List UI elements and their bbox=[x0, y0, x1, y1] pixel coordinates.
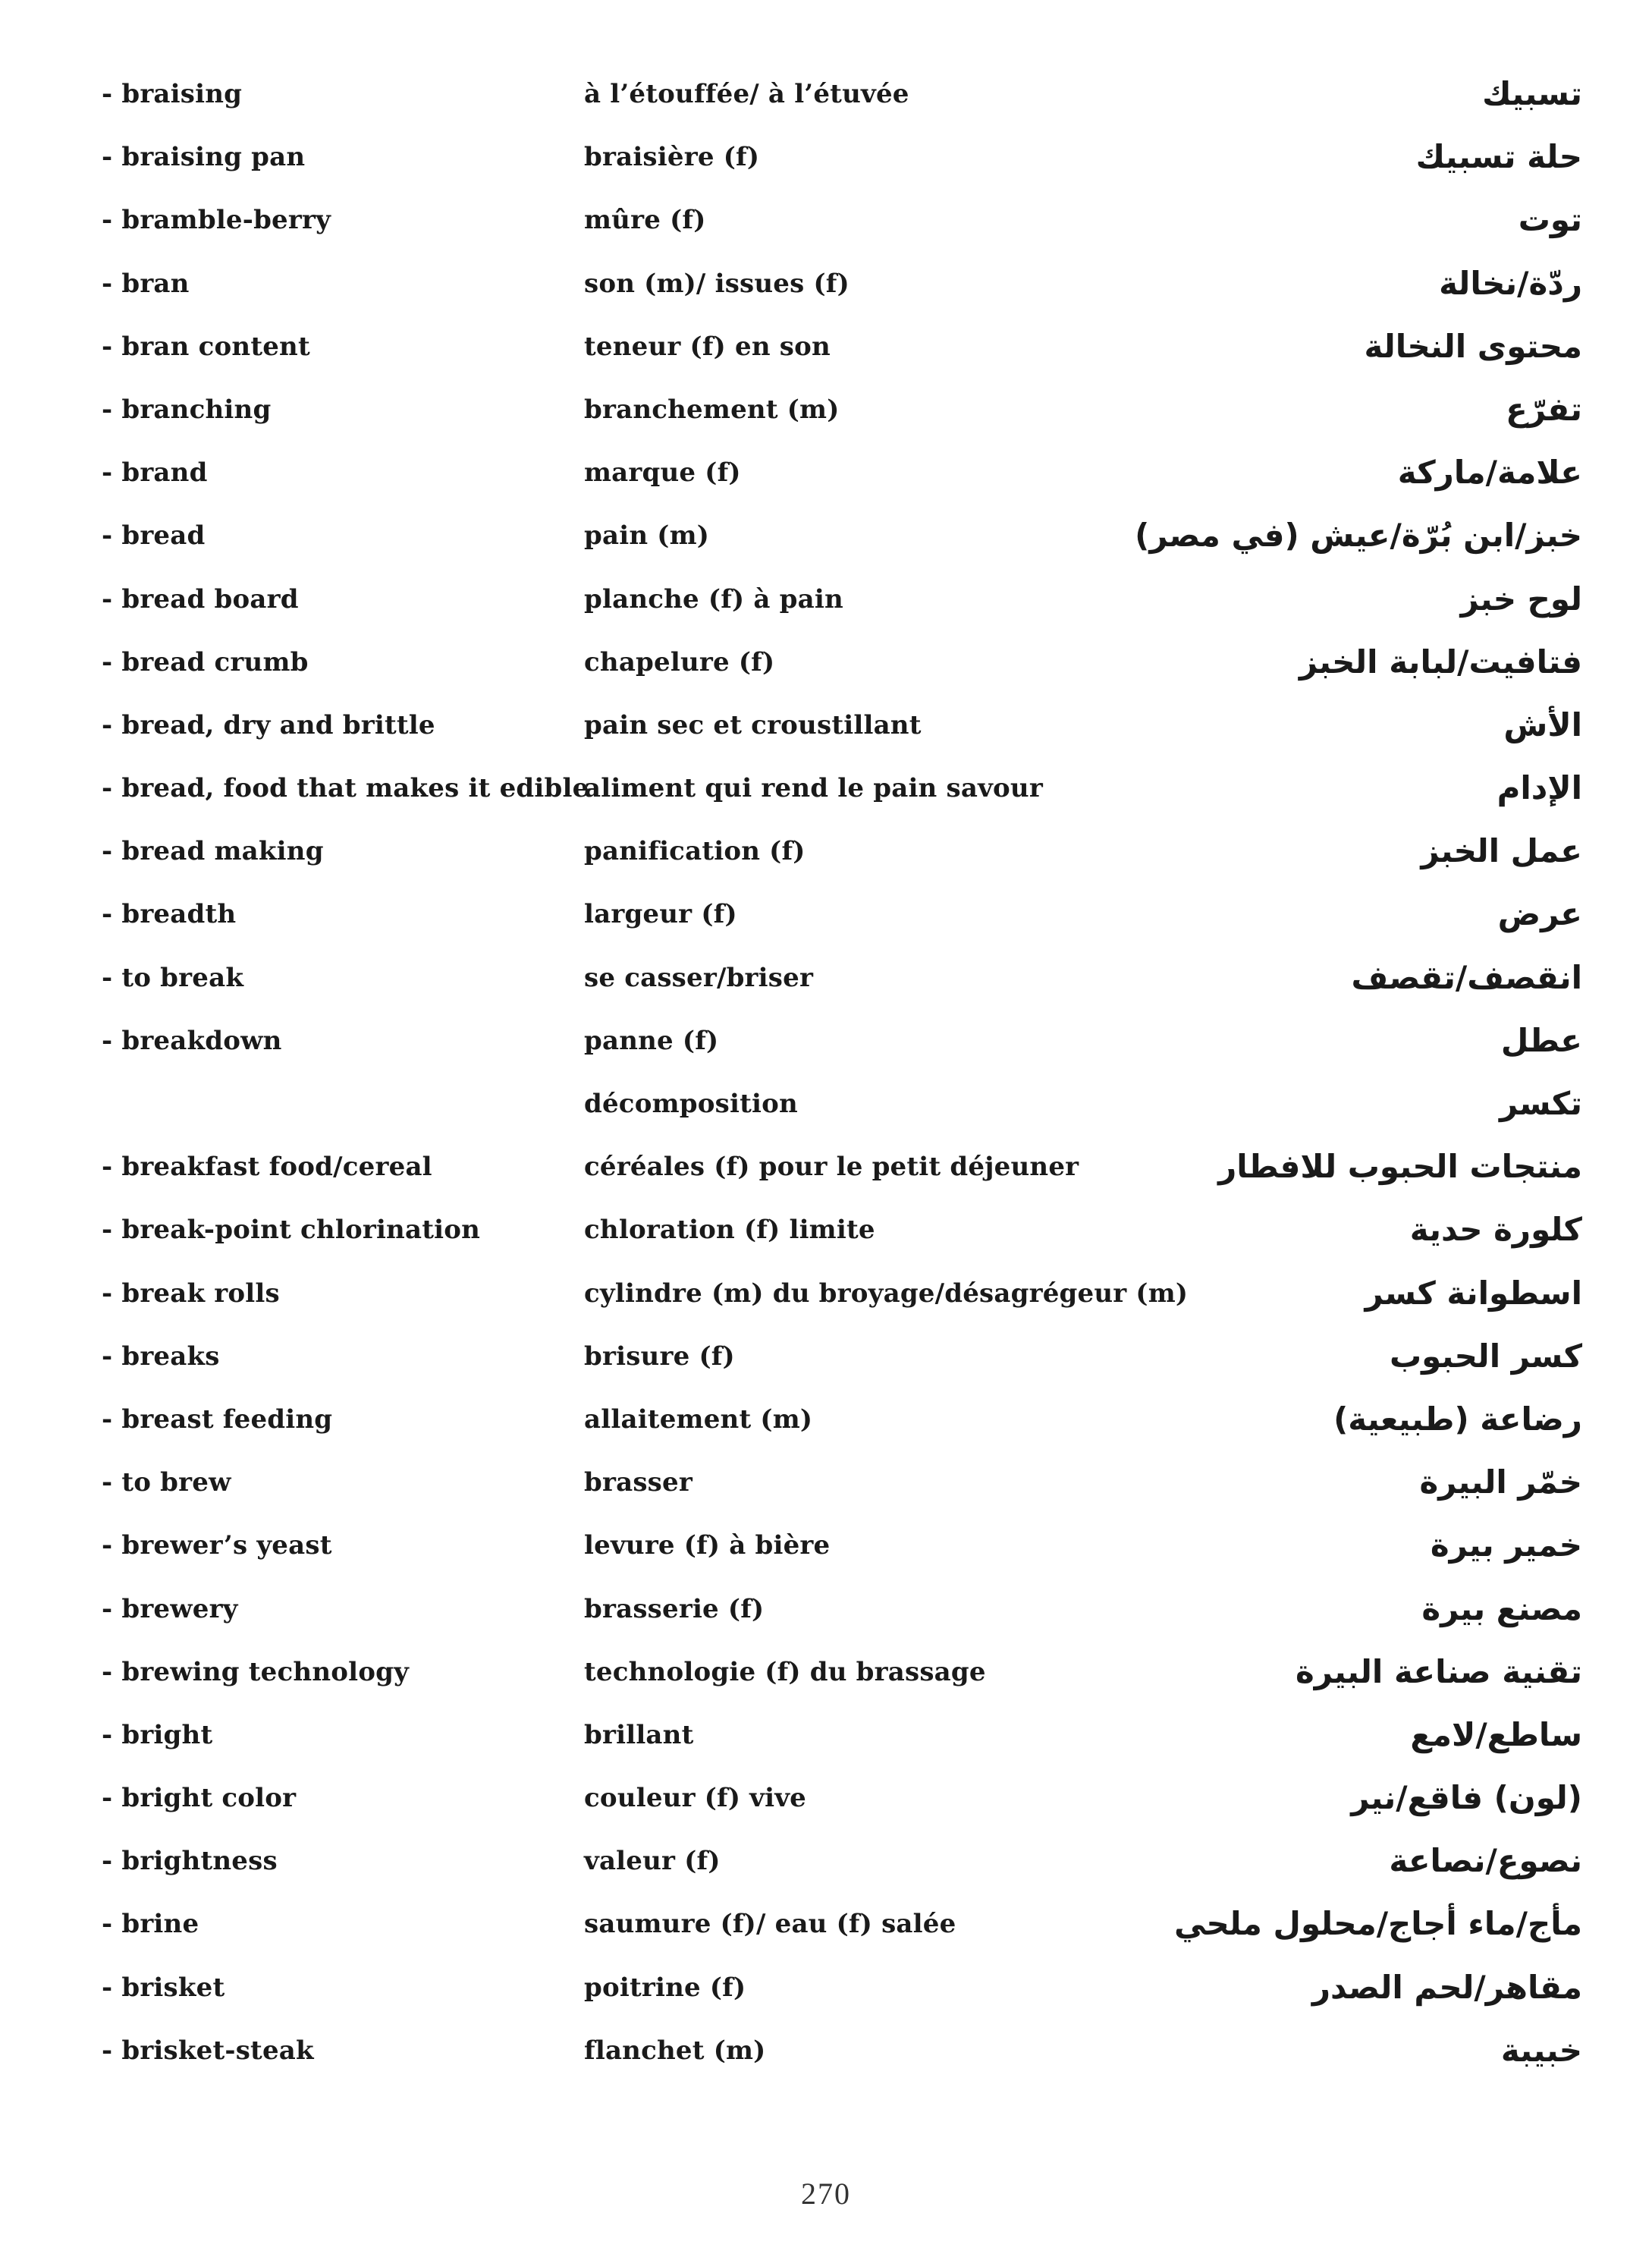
english-term: - bran content bbox=[102, 331, 310, 362]
french-term: pain sec et croustillant bbox=[584, 709, 922, 740]
french-term: marque (f) bbox=[584, 457, 741, 489]
entry-row bbox=[0, 1714, 1652, 1777]
arabic-term: محتوى النخالة bbox=[1364, 327, 1582, 365]
english-term: - break-point chlorination bbox=[102, 1215, 481, 1246]
entry-row bbox=[0, 1272, 1652, 1335]
entry-row bbox=[0, 1777, 1652, 1840]
french-term: son (m)/ issues (f) bbox=[584, 268, 850, 299]
french-term: céréales (f) pour le petit déjeuner bbox=[584, 1152, 1079, 1183]
entry-row bbox=[0, 199, 1652, 262]
french-term: planche (f) à pain bbox=[584, 583, 843, 615]
english-term: - brine bbox=[102, 1909, 199, 1940]
french-term: branchement (m) bbox=[584, 394, 840, 425]
english-term: - breast feeding bbox=[102, 1404, 333, 1435]
entry-row bbox=[0, 1966, 1652, 2029]
arabic-term: كلورة حدية bbox=[1409, 1211, 1582, 1249]
arabic-term: انقصف/تقصف bbox=[1351, 958, 1582, 996]
english-term: - bread bbox=[102, 520, 206, 552]
entry-row bbox=[0, 2029, 1652, 2092]
page-number: 270 bbox=[801, 2177, 851, 2211]
english-term: - to break bbox=[102, 962, 244, 993]
english-term: - brand bbox=[102, 457, 208, 489]
entry-row bbox=[0, 1651, 1652, 1714]
arabic-term: عطل bbox=[1500, 1021, 1582, 1059]
english-term: - bread, food that makes it edible bbox=[102, 773, 589, 804]
arabic-term: تكسر bbox=[1499, 1085, 1582, 1122]
french-term: mûre (f) bbox=[584, 205, 706, 236]
entry-row bbox=[0, 704, 1652, 767]
entry-row bbox=[0, 1461, 1652, 1524]
english-term: - bright color bbox=[102, 1783, 297, 1814]
english-term: - brisket-steak bbox=[102, 2035, 314, 2066]
french-term: technologie (f) du brassage bbox=[584, 1656, 986, 1687]
entry-row bbox=[0, 451, 1652, 514]
english-term: - bright bbox=[102, 1719, 213, 1750]
french-term: allaitement (m) bbox=[584, 1404, 813, 1435]
arabic-term: ردّة/نخالة bbox=[1439, 264, 1582, 302]
english-term: - brewer’s yeast bbox=[102, 1530, 332, 1561]
french-term: brillant bbox=[584, 1719, 694, 1750]
english-term: - to brew bbox=[102, 1467, 231, 1498]
entry-row bbox=[0, 1020, 1652, 1083]
entry-row bbox=[0, 767, 1652, 830]
arabic-term: عرض bbox=[1497, 895, 1582, 933]
arabic-term: مقاهر/لحم الصدر bbox=[1311, 1968, 1582, 2006]
entry-row bbox=[0, 1524, 1652, 1587]
french-term: panne (f) bbox=[584, 1025, 719, 1056]
english-term: - braising pan bbox=[102, 142, 306, 173]
entry-row bbox=[0, 1335, 1652, 1398]
arabic-term: حلة تسبيك bbox=[1415, 138, 1582, 176]
french-term: à l’étouffée/ à l’étuvée bbox=[584, 79, 909, 109]
french-term: levure (f) à bière bbox=[584, 1530, 831, 1561]
arabic-term: علامة/ماركة bbox=[1397, 454, 1582, 492]
english-term: - breakfast food/cereal bbox=[102, 1152, 432, 1183]
arabic-term: عمل الخبز bbox=[1421, 832, 1582, 870]
french-term: teneur (f) en son bbox=[584, 331, 831, 362]
arabic-term: تقنية صناعة البيرة bbox=[1295, 1652, 1582, 1690]
english-term: - bran bbox=[102, 268, 190, 299]
entry-row bbox=[0, 641, 1652, 704]
english-term: - break rolls bbox=[102, 1278, 280, 1309]
french-term: brisure (f) bbox=[584, 1341, 735, 1372]
entry-row bbox=[0, 957, 1652, 1020]
arabic-term: مأج/ماء أجاج/محلول ملحي bbox=[1173, 1905, 1582, 1943]
english-term: - brewing technology bbox=[102, 1656, 410, 1687]
entry-row bbox=[0, 325, 1652, 388]
french-term: largeur (f) bbox=[584, 899, 737, 930]
french-term: chloration (f) limite bbox=[584, 1215, 875, 1246]
french-term: poitrine (f) bbox=[584, 1972, 746, 2003]
french-term: saumure (f)/ eau (f) salée bbox=[584, 1909, 956, 1940]
entry-row bbox=[0, 830, 1652, 893]
entry-row bbox=[0, 388, 1652, 451]
french-term: décomposition bbox=[584, 1089, 798, 1119]
arabic-term: نصوع/نصاعة bbox=[1389, 1842, 1582, 1880]
french-term: se casser/briser bbox=[584, 962, 814, 993]
arabic-term: رضاعة (طبيعية) bbox=[1333, 1400, 1582, 1438]
arabic-term: توت bbox=[1518, 201, 1582, 239]
entry-row bbox=[0, 1146, 1652, 1209]
entry-list bbox=[0, 73, 1652, 2092]
arabic-term: مصنع بيرة bbox=[1421, 1589, 1582, 1627]
french-term: braisière (f) bbox=[584, 142, 760, 173]
arabic-term: كسر الحبوب bbox=[1389, 1337, 1582, 1375]
french-term: brasserie (f) bbox=[584, 1593, 765, 1624]
english-term: - branching bbox=[102, 394, 272, 425]
arabic-term: فتافيت/لبابة الخبز bbox=[1299, 643, 1582, 681]
entry-row bbox=[0, 1209, 1652, 1272]
french-term: panification (f) bbox=[584, 836, 806, 867]
arabic-term: خبز/ابن بُرّة/عيش (في مصر) bbox=[1135, 517, 1582, 555]
french-term: aliment qui rend le pain savour bbox=[584, 773, 1043, 804]
english-term: - brightness bbox=[102, 1846, 278, 1877]
entry-row bbox=[0, 136, 1652, 199]
french-term: couleur (f) vive bbox=[584, 1783, 807, 1814]
entry-row bbox=[0, 1083, 1652, 1146]
french-term: brasser bbox=[584, 1467, 693, 1498]
english-term: - braising bbox=[102, 79, 243, 109]
arabic-term: تفرّع bbox=[1506, 390, 1582, 428]
arabic-term: منتجات الحبوب للافطار bbox=[1218, 1148, 1582, 1186]
arabic-term: لوح خبز bbox=[1460, 580, 1582, 618]
entry-row bbox=[0, 1588, 1652, 1651]
entry-row bbox=[0, 1840, 1652, 1903]
arabic-term: خبيبة bbox=[1500, 2031, 1582, 2069]
english-term: - bread board bbox=[102, 583, 299, 615]
english-term: - brewery bbox=[102, 1593, 238, 1624]
french-term: valeur (f) bbox=[584, 1846, 721, 1877]
arabic-term: اسطوانة كسر bbox=[1365, 1274, 1582, 1312]
entry-row bbox=[0, 1398, 1652, 1461]
french-term: cylindre (m) du broyage/désagrégeur (m) bbox=[584, 1278, 1189, 1309]
arabic-term: الإدام bbox=[1497, 769, 1582, 807]
arabic-term: تسبيك bbox=[1482, 75, 1582, 112]
english-term: - breadth bbox=[102, 899, 237, 930]
english-term: - bread crumb bbox=[102, 646, 309, 677]
english-term: - breaks bbox=[102, 1341, 220, 1372]
arabic-term: الأش bbox=[1503, 706, 1582, 743]
english-term: - bread making bbox=[102, 836, 324, 867]
arabic-term: ساطع/لامع bbox=[1410, 1715, 1582, 1753]
french-term: pain (m) bbox=[584, 520, 710, 552]
english-term: - brisket bbox=[102, 1972, 225, 2003]
entry-row bbox=[0, 262, 1652, 325]
english-term: - bramble-berry bbox=[102, 205, 331, 236]
entry-row bbox=[0, 893, 1652, 956]
english-term: - bread, dry and brittle bbox=[102, 709, 435, 740]
entry-row bbox=[0, 73, 1652, 136]
entry-row bbox=[0, 514, 1652, 577]
french-term: chapelure (f) bbox=[584, 646, 775, 677]
arabic-term: (لون) فاقع/نير bbox=[1351, 1779, 1582, 1817]
arabic-term: خمير بيرة bbox=[1430, 1526, 1582, 1564]
entry-row bbox=[0, 578, 1652, 641]
french-term: flanchet (m) bbox=[584, 2035, 766, 2066]
arabic-term: خمّر البيرة bbox=[1419, 1463, 1582, 1501]
entry-row bbox=[0, 1903, 1652, 1966]
english-term: - breakdown bbox=[102, 1025, 282, 1056]
